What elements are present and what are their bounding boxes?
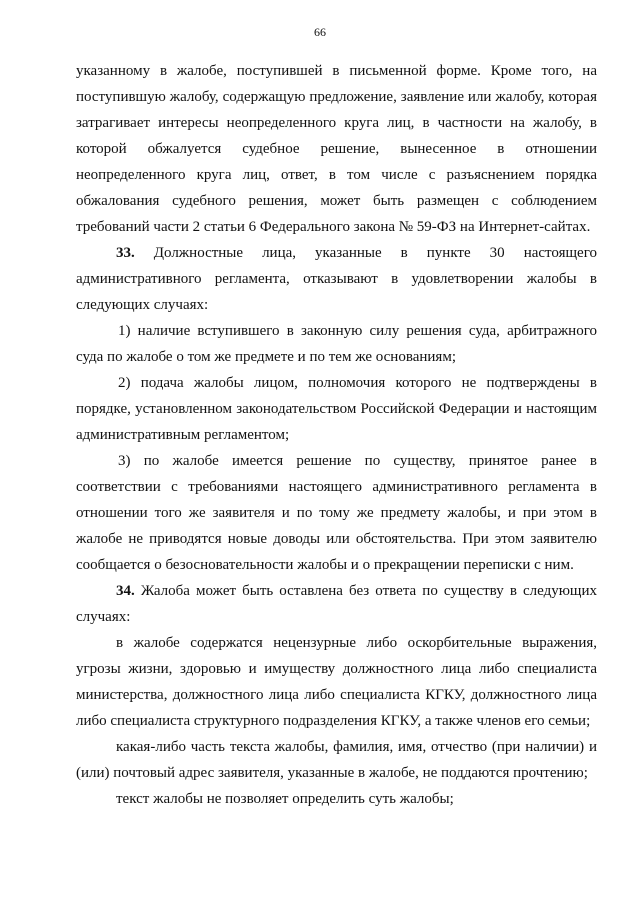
paragraph-text: Должностные лица, указанные в пункте 30 настоящего административного регламента, отказывают в удовлетворении жалобы в следующих случаях: xyxy=(76,245,597,313)
subparagraph-1 xyxy=(76,318,597,370)
page-number: 66 xyxy=(314,25,326,39)
paragraph-text: 2) подача жалобы лицом, полномочия которого не подтверждены в порядке, установленном законодательством Российской Федерации и настоящим административным регламентом; xyxy=(76,375,597,443)
paragraph-text: указанному в жалобе, поступившей в письменной форме. Кроме того, на поступившую жалобу, содержащую предложение, заявление или жалобу, которая затрагивает интересы неопределенного круга лиц, в частности на жалобу, в которой обжалуется судебное решение, вынесенное в отношении неопределенного круга лиц, ответ, в том числе с разъяснением порядка обжалования судебного решения, может быть размещен с соблюдением требований части 2 статьи 6 Федерального закона № 59-ФЗ на Интернет-сайтах. xyxy=(76,63,597,235)
document-body xyxy=(76,58,597,812)
subparagraph-3 xyxy=(76,448,597,578)
paragraph-text: в жалобе содержатся нецензурные либо оскорбительные выражения, угрозы жизни, здоровью и имуществу должностного лица либо специалиста министерства, должностного лица либо специалиста КГКУ, должностного лица либо специалиста структурного подразделения КГКУ, а также членов его семьи; xyxy=(76,635,597,729)
paragraph-text: какая-либо часть текста жалобы, фамилия, имя, отчество (при наличии) и (или) почтовый адрес заявителя, указанные в жалобе, не поддаются прочтению; xyxy=(76,739,597,781)
paragraph-text: текст жалобы не позволяет определить суть жалобы; xyxy=(116,791,454,807)
subparagraph-2 xyxy=(76,370,597,448)
paragraph-number: 33. xyxy=(116,245,135,261)
list-item-unreadable xyxy=(76,734,597,786)
paragraph-text: Жалоба может быть оставлена без ответа по существу в следующих случаях: xyxy=(76,583,597,625)
paragraph-number: 34. xyxy=(116,583,135,599)
paragraph-item-33 xyxy=(76,240,597,318)
paragraph-item-34 xyxy=(76,578,597,630)
paragraph-continuation xyxy=(76,58,597,240)
list-item-undeterminable xyxy=(76,786,597,812)
list-item-obscene-language xyxy=(76,630,597,734)
paragraph-text: 1) наличие вступившего в законную силу решения суда, арбитражного суда по жалобе о том же предмете и по тем же основаниям; xyxy=(76,323,597,365)
paragraph-text: 3) по жалобе имеется решение по существу, принятое ранее в соответствии с требованиями настоящего административного регламента в отношении того же заявителя и по тому же предмету жалобы, и при этом в жалобе не приводятся новые доводы или обстоятельства. При этом заявителю сообщается о безосновательности жалобы и о прекращении переписки с ним. xyxy=(76,453,597,573)
